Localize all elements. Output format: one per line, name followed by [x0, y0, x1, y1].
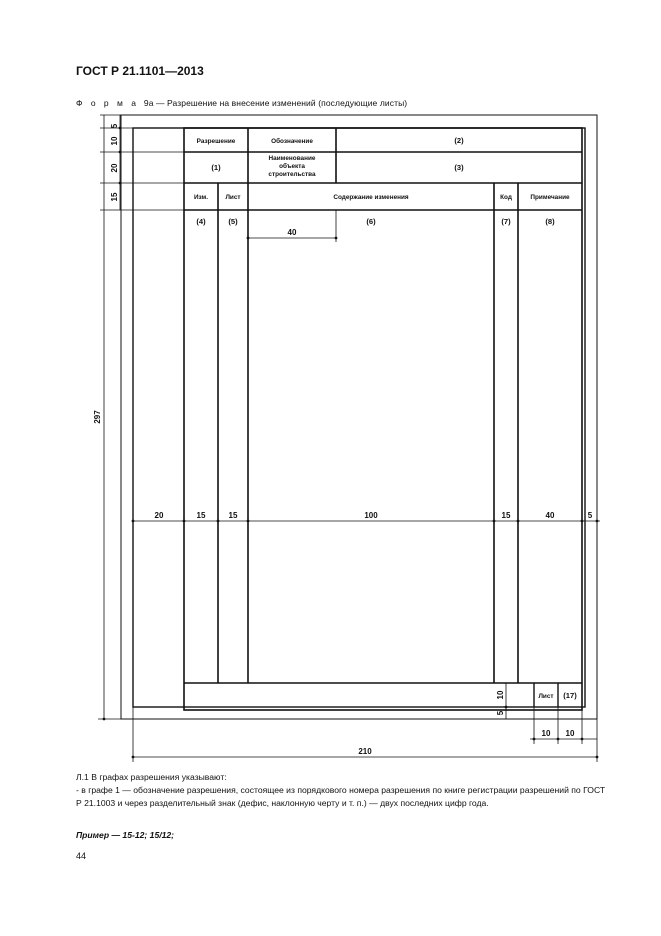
dim-col-15-a: 15	[196, 511, 206, 520]
dim-10-a: 10	[541, 729, 551, 738]
col-kod-header: Код	[500, 194, 512, 201]
cell-field-8: (8)	[545, 217, 555, 226]
caption-prefix: Ф о р м а	[76, 98, 139, 108]
dim-col-100: 100	[364, 511, 378, 520]
dim-bottom-5: 5	[496, 710, 505, 716]
cell-naimenovanie-2: объекта	[279, 163, 305, 170]
dim-col-15-c: 15	[501, 511, 511, 520]
dim-15: 15	[110, 192, 119, 202]
cell-razreshenie: Разрешение	[196, 138, 236, 145]
note-l1-title: Л.1 В графах разрешения указывают:	[76, 772, 227, 782]
cell-field-1: (1)	[211, 163, 221, 172]
example-text: Пример — 15-12; 15/12;	[76, 830, 175, 840]
dim-5-top: 5	[110, 123, 119, 129]
dim-col-5: 5	[587, 511, 593, 520]
form-table-outline	[184, 128, 582, 710]
col-izm-header: Изм.	[193, 194, 209, 201]
dim-col-15-b: 15	[228, 511, 238, 520]
cell-naimenovanie-3: строительства	[268, 171, 316, 178]
dim-10-top: 10	[110, 136, 119, 146]
cell-field-5: (5)	[228, 217, 238, 226]
page-header: ГОСТ Р 21.1101—2013	[76, 64, 204, 78]
cell-field-4: (4)	[196, 217, 206, 226]
cell-field-6: (6)	[366, 217, 376, 226]
cell-naimenovanie-1: Наименование	[268, 155, 316, 162]
cell-field-2: (2)	[454, 136, 464, 145]
sheet-border	[121, 115, 597, 719]
dim-col-40: 40	[545, 511, 555, 520]
cell-oboznachenie: Обозначение	[271, 138, 313, 145]
stamp-list-label: Лист	[538, 693, 554, 700]
dim-210: 210	[358, 747, 372, 756]
cell-field-7: (7)	[501, 217, 511, 226]
dim-stamp-10: 10	[496, 690, 505, 700]
dim-40-inner: 40	[287, 228, 297, 237]
note-l1-body: - в графе 1 — обозначение разрешения, состоящее из порядкового номера разрешения по книге регистрации разрешений по ГОСТ Р 21.1003 и через разделительный знак (дефис, наклонную черту и т. п.) — двух последних цифр года.	[76, 785, 606, 808]
page-number: 44	[76, 851, 87, 861]
stamp-field-17: (17)	[563, 691, 577, 700]
dim-10-b: 10	[565, 729, 575, 738]
col-primechanie-header: Примечание	[530, 194, 570, 201]
dim-297: 297	[93, 410, 102, 424]
cell-field-3: (3)	[454, 163, 464, 172]
col-soderzhanie-header: Содержание изменения	[333, 194, 409, 201]
caption-title: 9а — Разрешение на внесение изменений (последующие листы)	[143, 98, 408, 108]
dim-col-20: 20	[154, 511, 164, 520]
dim-20: 20	[110, 163, 119, 173]
note-l1	[76, 771, 606, 810]
col-list-header: Лист	[225, 194, 241, 201]
